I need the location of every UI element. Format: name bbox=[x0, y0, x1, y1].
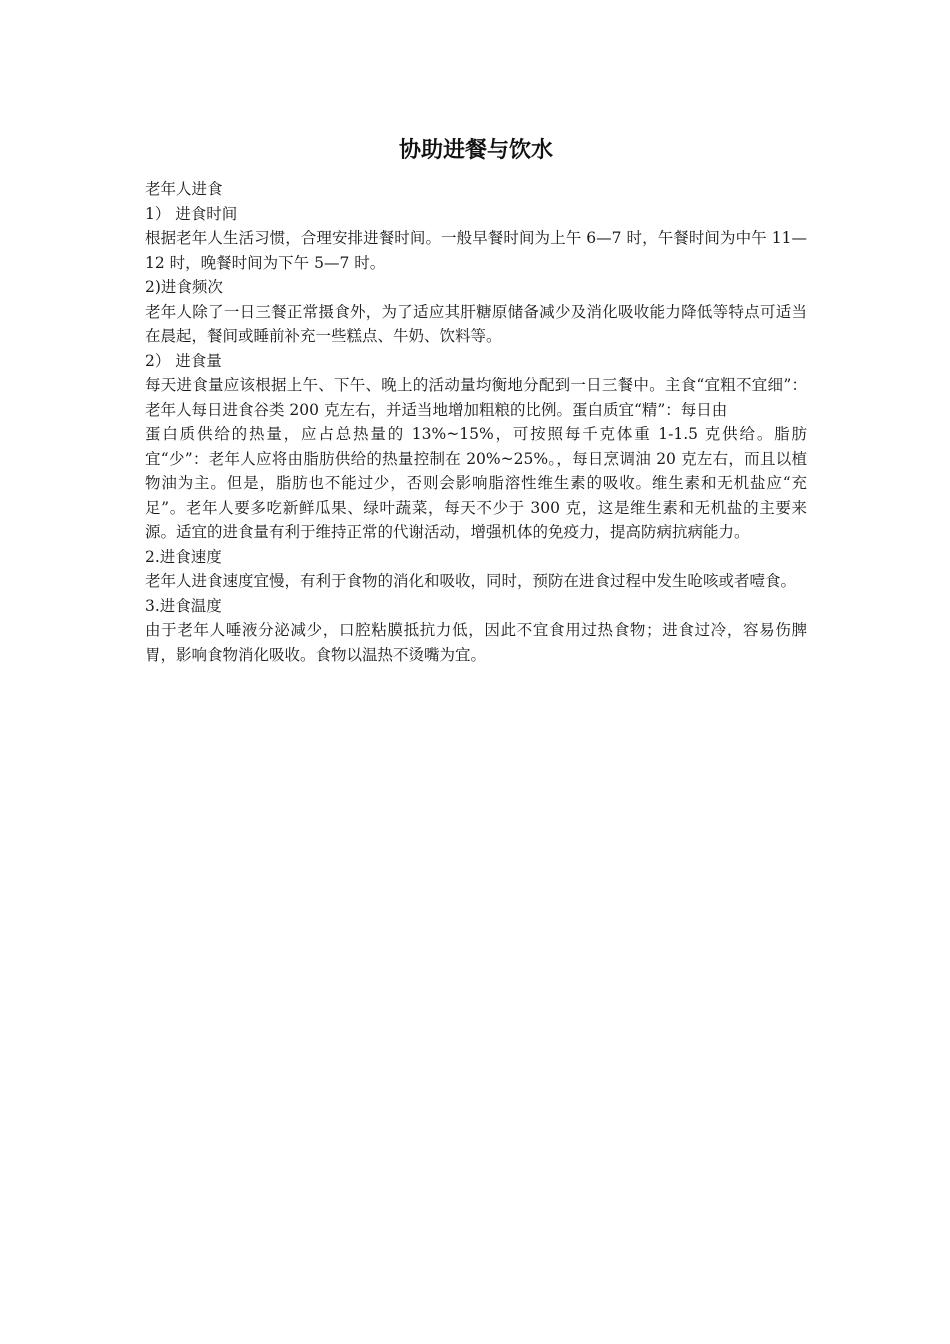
paragraph-eating-amount-detail: 蛋白质供给的热量，应占总热量的 13%~15%，可按照每千克体重 1-1.5 克供给。脂肪宜“少”：老年人应将由脂肪供给的热量控制在 20%~25%。，每日烹调油 20 克左右，而且以植物油为主。但是，脂肪也不能过少，否则会影响脂溶性维生素的吸收。维生素和无机盐应“充足”。老年人要多吃新鲜瓜果、绿叶蔬菜，每天不少于 300 克，这是维生素和无机盐的主要来源。适宜的进食量有利于维持正常的代谢活动，增强机体的免疫力，提高防病抗病能力。 bbox=[145, 425, 807, 541]
subheading-eating-time: 1） 进食时间 bbox=[145, 204, 238, 223]
subheading-eating-frequency: 2)进食频次 bbox=[145, 278, 223, 296]
subheading-eating-speed: 2.进食速度 bbox=[145, 547, 222, 566]
paragraph-eating-frequency: 老年人除了一日三餐正常摄食外，为了适应其肝糖原储备减少及消化吸收能力降低等特点可适当在晨起，餐间或睡前补充一些糕点、牛奶、饮料等。 bbox=[145, 302, 807, 345]
subheading-eating-temperature: 3.进食温度 bbox=[145, 596, 222, 615]
document-body bbox=[145, 136, 807, 667]
paragraph-eating-speed: 老年人进食速度宜慢，有利于食物的消化和吸收，同时，预防在进食过程中发生呛咳或者噎食。 bbox=[145, 572, 797, 590]
paragraph-eating-time: 根据老年人生活习惯，合理安排进餐时间。一般早餐时间为上午 6—7 时，午餐时间为中午 11—12 时，晚餐时间为下午 5—7 时。 bbox=[145, 229, 807, 272]
page-title: 协助进餐与饮水 bbox=[398, 138, 553, 163]
paragraph-eating-amount-intro: 每天进食量应该根据上午、下午、晚上的活动量均衡地分配到一日三餐中。主食“宜粗不宜细”：老年人每日进食谷类 200 克左右，并适当地增加粗粮的比例。蛋白质宜“精”：每日由 bbox=[145, 376, 807, 419]
subheading-eating-amount: 2） 进食量 bbox=[145, 351, 222, 370]
paragraph-eating-temperature: 由于老年人唾液分泌减少，口腔粘膜抵抗力低，因此不宜食用过热食物；进食过冷，容易伤脾胃，影响食物消化吸收。食物以温热不烫嘴为宜。 bbox=[145, 621, 807, 664]
section-heading-elderly-eating: 老年人进食 bbox=[145, 180, 223, 198]
